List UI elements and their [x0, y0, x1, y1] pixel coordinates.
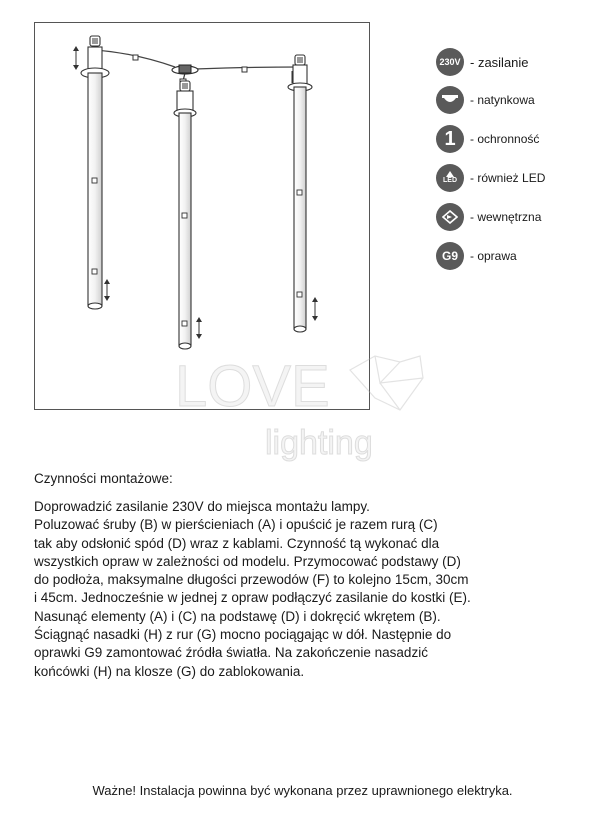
instruction-line: Doprowadzić zasilanie 230V do miejsca montażu lampy. — [34, 499, 370, 514]
watermark-brand: LOVE — [175, 354, 330, 419]
legend-label-led: - również LED — [470, 171, 546, 185]
legend-item-indoor — [436, 203, 541, 231]
legend-item-protection — [436, 125, 539, 153]
cable-clip-left — [133, 55, 138, 60]
instruction-line: i 45cm. Jednocześnie w jednej z opraw podłączyć zasilanie do kostki (E). — [34, 590, 471, 606]
instruction-line: tak aby odsłonić spód (D) wraz z kablami. Czynność tą wykonać dla — [34, 535, 440, 551]
legend-label-indoor: - wewnętrzna — [470, 210, 542, 224]
instruction-line: wszystkich opraw w zależności od modelu. Przymocować podstawy (D) — [34, 553, 461, 569]
instruction-line: do podłoża, maksymalne długości przewodów (F) to kolejno 15cm, 30cm — [34, 572, 469, 588]
instruction-line: Nasunąć elementy (A) i (C) na podstawę (D) i dokręcić wkrętem (B). — [34, 608, 441, 624]
electrician-warning: Ważne! Instalacja powinna być wykonana przez uprawnionego elektryka. — [92, 783, 513, 798]
cable-clip-right — [242, 67, 247, 72]
installation-diagram — [34, 22, 370, 410]
legend-label-power: - zasilanie — [470, 54, 529, 70]
legend-label-g9: - oprawa — [470, 249, 517, 263]
instruction-line: Poluzować śruby (B) w pierścieniach (A) i opuścić je razem rurą (C) — [34, 517, 438, 533]
lamp-left — [73, 36, 110, 309]
power-230v-icon: 230V — [436, 48, 464, 76]
lamp-right — [288, 55, 318, 332]
watermark-sub: lighting — [265, 424, 373, 462]
instruction-line: oprawki G9 zamontować źródła światła. Na zakończenie nasadzić — [34, 645, 428, 661]
legend-item-surface — [436, 86, 535, 114]
legend-label-surface: - natynkowa — [470, 93, 535, 107]
instruction-line: Ściągnąć nasadki (H) z rur (G) mocno pociągając w dół. Następnie do — [34, 627, 452, 643]
protection-class-1-icon: 1 — [436, 125, 464, 153]
surface-mount-icon — [436, 86, 464, 114]
lamp-middle — [174, 81, 202, 349]
pendant-lamps-drawing — [35, 23, 371, 411]
instructions-title: Czynności montażowe: — [34, 471, 173, 486]
g9-socket-icon: G9 — [436, 242, 464, 270]
legend-item-g9 — [436, 242, 517, 270]
instructions-body — [34, 498, 494, 681]
junction-box — [172, 65, 198, 83]
legend-item-power — [436, 48, 529, 76]
indoor-icon — [436, 203, 464, 231]
instruction-line: końcówki (H) na klosze (G) do zablokowania. — [34, 663, 305, 679]
legend-item-led — [436, 164, 545, 192]
legend-label-protection: - ochronność — [470, 132, 540, 146]
led-ready-icon: LED — [436, 164, 464, 192]
